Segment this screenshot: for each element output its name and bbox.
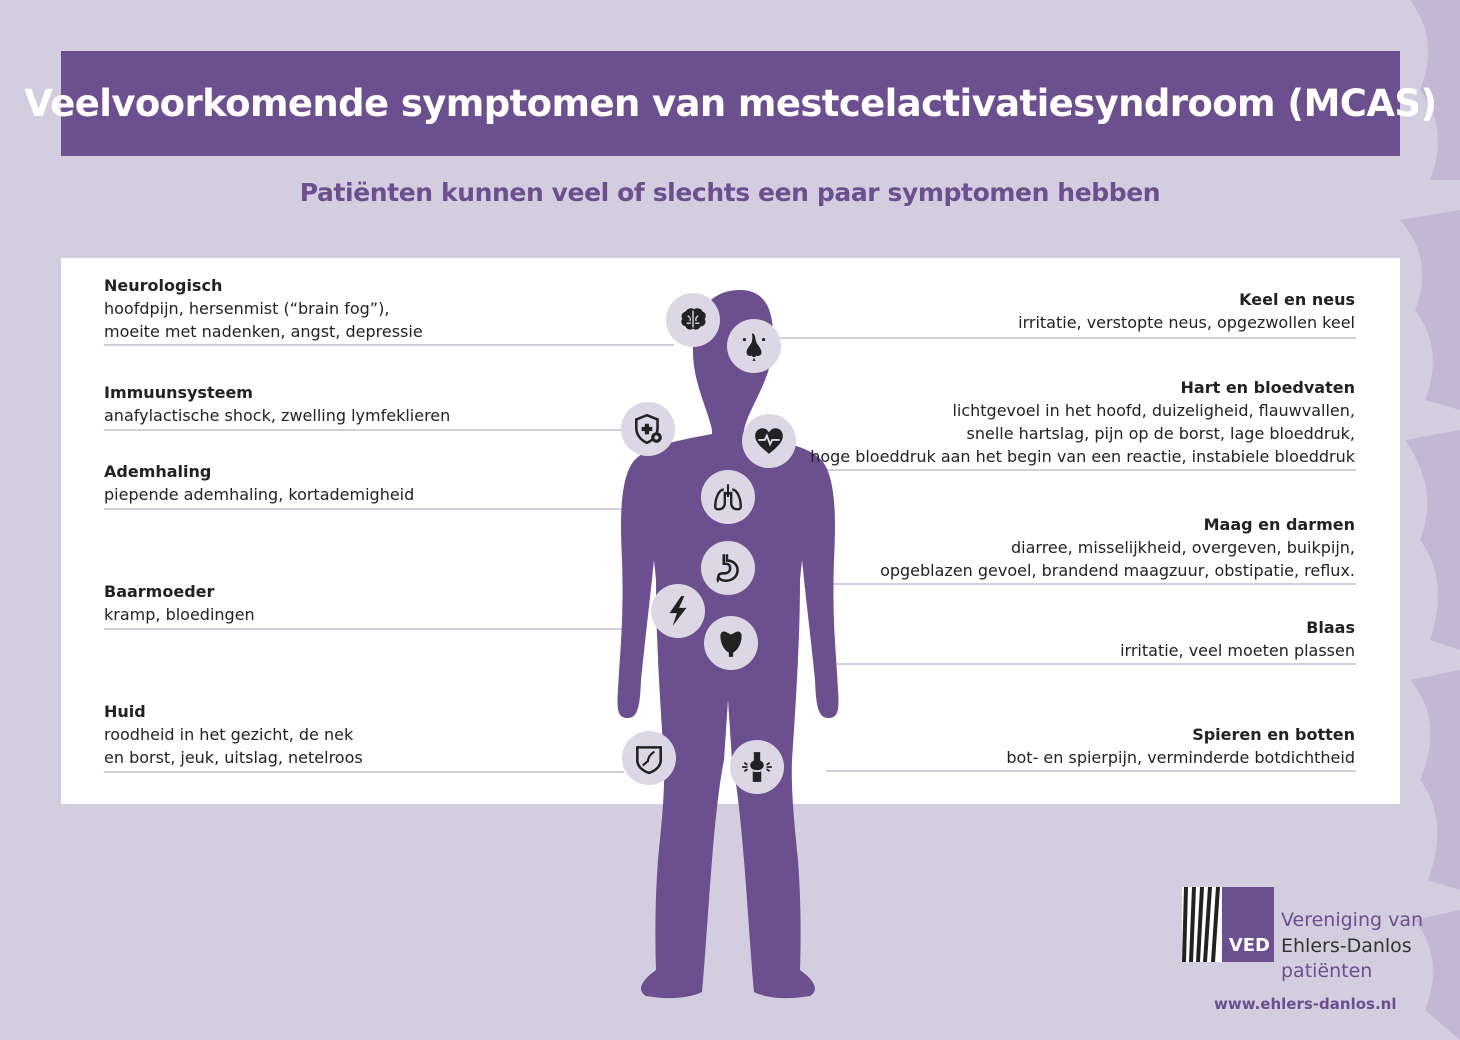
shield-icon: [621, 402, 675, 456]
symptom-text: roodheid in het gezicht, de nek en borst, jeuk, uitslag, netelroos: [104, 725, 363, 767]
logo-line-3: patiënten: [1281, 960, 1373, 982]
symptom-heading: Neurologisch: [104, 276, 223, 295]
zebra-logo-icon: [1182, 887, 1222, 962]
symptom-heading: Spieren en botten: [1192, 725, 1355, 744]
symptom-heading: Baarmoeder: [104, 582, 215, 601]
symptom-text: hoofdpijn, hersenmist (“brain fog”), moeite met nadenken, angst, depressie: [104, 299, 423, 341]
symptom-heading: Ademhaling: [104, 462, 212, 481]
symptom-text: irritatie, veel moeten plassen: [1120, 641, 1355, 660]
page-title: Veelvoorkomende symptomen van mestcelactivatiesyndroom (MCAS): [24, 82, 1437, 125]
logo-line-1: Vereniging van: [1281, 909, 1424, 931]
logo-mark: [1182, 887, 1274, 962]
symptom-text: diarree, misselijkheid, overgeven, buikpijn, opgeblazen gevoel, brandend maagzuur, obstipatie, reflux.: [880, 538, 1355, 580]
symptom-heading: Huid: [104, 702, 146, 721]
symptom-blaas: [1120, 616, 1355, 662]
lungs-icon: [701, 470, 755, 524]
symptom-huid: [104, 700, 363, 769]
symptom-heading: Maag en darmen: [1203, 515, 1355, 534]
logo-ved-text: VED: [1228, 935, 1270, 956]
symptom-hart-bloedvaten: [810, 376, 1355, 468]
symptom-neurologisch: [104, 274, 423, 343]
symptom-text: bot- en spierpijn, verminderde botdichtheid: [1006, 748, 1355, 767]
bladder-icon: [704, 616, 758, 670]
symptom-heading: Blaas: [1306, 618, 1355, 637]
symptom-text: irritatie, verstopte neus, opgezwollen keel: [1018, 313, 1355, 332]
symptom-heading: Keel en neus: [1239, 290, 1355, 309]
symptom-immuunsysteem: [104, 381, 450, 427]
ved-logo: [1182, 887, 1424, 982]
symptom-baarmoeder: [104, 580, 255, 626]
brain-icon: [666, 293, 720, 347]
website-link[interactable]: www.ehlers-danlos.nl: [1214, 995, 1397, 1013]
nose-icon: [727, 319, 781, 373]
symptom-spieren-botten: [1006, 723, 1355, 769]
symptom-text: piepende ademhaling, kortademigheid: [104, 485, 415, 504]
joint-icon: [730, 740, 784, 794]
symptom-keel-neus: [1018, 288, 1355, 334]
symptom-text: lichtgevoel in het hoofd, duizeligheid, flauwvallen, snelle hartslag, pijn op de borst, lage bloeddruk, hoge bloeddruk aan het begin van een reactie, instabiele bloeddruk: [810, 401, 1355, 466]
symptom-text: kramp, bloedingen: [104, 605, 255, 624]
symptom-ademhaling: [104, 460, 414, 506]
logo-line-2: Ehlers-Danlos: [1281, 935, 1412, 957]
lightning-icon: [651, 584, 705, 638]
subtitle: Patiënten kunnen veel of slechts een paar symptomen hebben: [299, 178, 1161, 207]
skin-icon: [622, 731, 676, 785]
stomach-icon: [701, 541, 755, 595]
symptom-text: anafylactische shock, zwelling lymfeklieren: [104, 406, 451, 425]
symptom-heading: Immuunsysteem: [104, 383, 253, 402]
symptom-maag-darmen: [880, 513, 1355, 582]
symptom-heading: Hart en bloedvaten: [1180, 378, 1355, 397]
heart-icon: [742, 414, 796, 468]
